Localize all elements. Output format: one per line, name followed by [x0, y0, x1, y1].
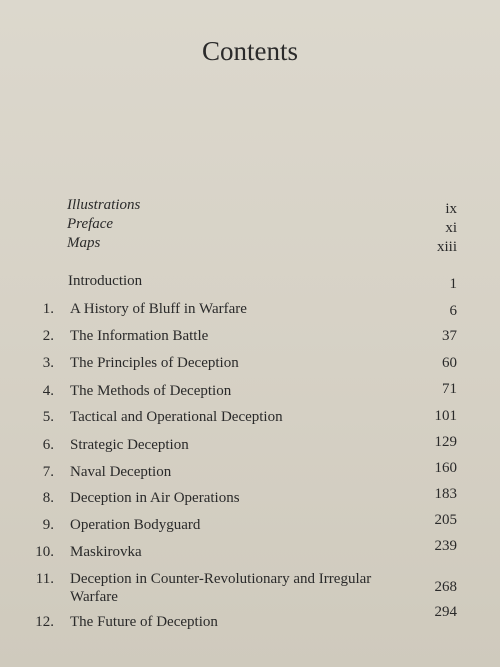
toc-chapter-number: 8.	[42, 490, 54, 506]
toc-chapter-number: 3.	[42, 355, 54, 371]
toc-maps-page: xiii	[436, 239, 457, 255]
toc-chapter-page: 205	[434, 512, 457, 528]
toc-chapter-number: 6.	[42, 437, 54, 453]
toc-chapter-page: 160	[434, 460, 457, 476]
toc-chapter-number: 4.	[42, 383, 54, 399]
toc-chapter-title: Tactical and Operational Deception	[70, 409, 283, 425]
toc-chapter-page: 101	[434, 408, 457, 424]
toc-chapter-number: 7.	[42, 464, 54, 480]
toc-chapter-page: 71	[442, 381, 457, 397]
toc-chapter-number: 5.	[42, 409, 54, 425]
toc-chapter-number: 10.	[35, 544, 54, 560]
page-title: Contents	[201, 36, 298, 66]
toc-chapter-number: 9.	[42, 517, 54, 533]
toc-chapter-title: Strategic Deception	[70, 437, 189, 453]
toc-maps-label: Maps	[67, 235, 101, 251]
toc-chapter-title: The Future of Deception	[70, 614, 218, 630]
toc-chapter-number: 2.	[42, 328, 54, 344]
toc-chapter-title: The Information Battle	[70, 328, 209, 344]
toc-introduction-label: Introduction	[68, 273, 143, 289]
toc-chapter-page: 60	[442, 355, 457, 371]
toc-illustrations-label: Illustrations	[67, 197, 141, 213]
toc-chapter-page: 183	[434, 486, 457, 502]
toc-chapter-title: Naval Deception	[70, 464, 172, 480]
toc-chapter-page: 268	[434, 579, 457, 595]
toc-chapter-number: 11.	[35, 571, 54, 587]
toc-chapter-number: 12.	[35, 614, 54, 630]
toc-illustrations-page: ix	[445, 201, 457, 217]
toc-chapter-page: 294	[434, 604, 457, 620]
toc-introduction-page: 1	[449, 276, 457, 292]
toc-chapter-title: Deception in Counter-Revolutionary and Irregular	[70, 571, 372, 587]
toc-chapter-title-continued: Warfare	[70, 589, 118, 605]
toc-chapter-title: Operation Bodyguard	[70, 517, 201, 533]
toc-chapter-title: Deception in Air Operations	[70, 490, 240, 506]
toc-chapter-page: 239	[434, 538, 457, 554]
toc-preface-label: Preface	[67, 216, 114, 232]
toc-chapter-title: The Principles of Deception	[70, 355, 239, 371]
toc-chapter-number: 1.	[42, 301, 54, 317]
toc-chapter-page: 129	[434, 434, 457, 450]
toc-chapter-title: A History of Bluff in Warfare	[70, 301, 247, 317]
toc-chapter-title: The Methods of Deception	[70, 383, 232, 399]
toc-chapter-title: Maskirovka	[70, 544, 142, 560]
toc-chapter-page: 6	[449, 303, 457, 319]
toc-chapter-page: 37	[442, 328, 457, 344]
toc-preface-page: xi	[445, 220, 457, 236]
